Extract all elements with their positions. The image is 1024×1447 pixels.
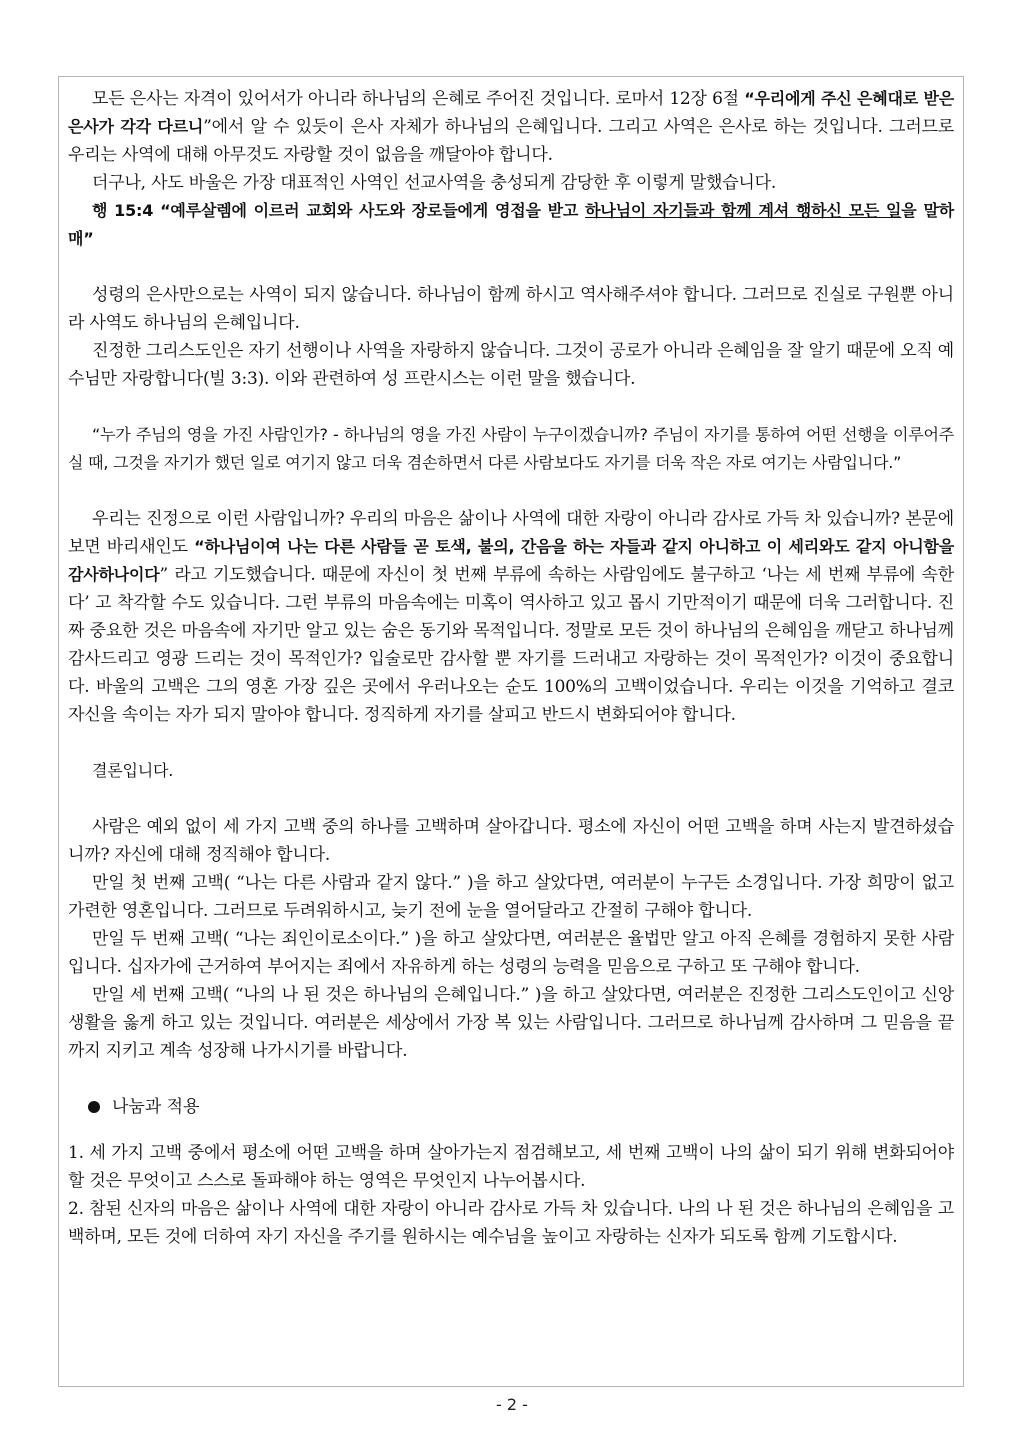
text-span: ”에서 알 수 있듯이 은사 자체가 하나님의 은혜입니다. 그리고 사역은 은사로 하는 것입니다. 그러므로 우리는 사역에 대해 아무것도 자랑할 것이 없음을 깨달아야 합니다. bbox=[68, 117, 954, 165]
paragraph-holy-spirit: 성령의 은사만으로는 사역이 되지 않습니다. 하나님이 함께 하시고 역사해주셔야 합니다. 그러므로 진실로 구원뿐 아니라 사역도 하나님의 은혜입니다. bbox=[68, 285, 954, 333]
verse-text: 을 말하매” bbox=[68, 201, 954, 248]
spacer bbox=[68, 253, 954, 281]
spacer bbox=[68, 1065, 954, 1093]
paragraph-true-christian: 진정한 그리스도인은 자기 선행이나 사역을 자랑하지 않습니다. 그것이 공로가 아니라 은혜임을 잘 알기 때문에 오직 예수님만 자랑합니다(빌 3:3). 이와 관련하여 성 프란시스는 이런 말을 했습니다. bbox=[68, 341, 954, 389]
verse-text: 행 15:4 “예루살렘에 이르러 교회와 사도와 장로들에게 영접을 받고 bbox=[92, 201, 586, 220]
content-frame bbox=[58, 76, 964, 1387]
spacer bbox=[68, 1121, 954, 1139]
paragraph-third-confession: 만일 세 번째 고백( “나의 나 된 것은 하나님의 은혜입니다.” )을 하고 살았다면, 여러분은 진정한 그리스도인이고 신앙생활을 옳게 하고 있는 것입니다. 여러분은 세상에서 가장 복 있는 사람입니다. 그러므로 하나님께 감사하며 그 믿음을 끝까지 지키고 계속 성장해 나가시기를 바랍니다. bbox=[68, 985, 954, 1061]
quote-francis: “누가 주님의 영을 가진 사람인가? - 하나님의 영을 가진 사람이 누구이겠습니까? 주님이 자기를 통하여 어떤 선행을 이루어주실 때, 그것을 자기가 했던 일로 여기지 않고 더욱 겸손하면서 다른 사람보다도 자기를 더욱 작은 자로 여기는 사람입니다.” bbox=[68, 425, 954, 472]
paragraph-gifts-grace bbox=[68, 85, 954, 169]
paragraph-paul: 더구나, 사도 바울은 가장 대표적인 사역인 선교사역을 충성되게 감당한 후 이렇게 말했습니다. bbox=[92, 173, 777, 193]
sharing-item-1: 1. 세 가지 고백 중에서 평소에 어떤 고백을 하며 살아가는지 점검해보고, 세 번째 고백이 나의 삶이 되기 위해 변화되어야 할 것은 무엇이고 스스로 돌파해야 하는 영역은 무엇인지 나누어봅시다. bbox=[68, 1143, 954, 1191]
text-span: ” 라고 기도했습니다. 때문에 자신이 첫 번째 부류에 속하는 사람임에도 불구하고 ‘나는 세 번째 부류에 속한다’ 고 착각할 수도 있습니다. 그런 부류의 마음속에는 미혹이 역사하고 있고 몹시 기만적이기 때문에 더욱 그러합니다. 진짜 중요한 것은 마음속에 자기만 알고 있는 숨은 동기와 목적입니다. 정말로 모든 것이 하나님의 은혜임을 깨닫고 하나님께 감사드리고 영광 드리는 것이 목적인가? 입술로만 감사할 뿐 자기를 드러내고 자랑하는 것이 목적인가? 이것이 중요합니다. 바울의 고백은 그의 영혼 가장 깊은 곳에서 우러나오는 순도 100%의 고백이었습니다. 우리는 이것을 기억하고 결코 자신을 속이는 자가 되지 말아야 합니다. 정직하게 자기를 살피고 반드시 변화되어야 합니다. bbox=[68, 565, 954, 725]
paragraph-second-confession: 만일 두 번째 고백( “나는 죄인이로소이다.” )을 하고 살았다면, 여러분은 율법만 알고 아직 은혜를 경험하지 못한 사람입니다. 십자가에 근거하여 부어지는 죄에서 자유하게 하는 성령의 능력을 믿음으로 구하고 또 구해야 합니다. bbox=[68, 929, 954, 977]
spacer bbox=[68, 393, 954, 421]
verse-acts bbox=[68, 197, 954, 253]
romans-quote: “우리에게 주신 은혜대로 받은 은사가 각각 다르니 bbox=[68, 89, 955, 136]
sharing-heading bbox=[68, 1093, 954, 1121]
bullet-icon bbox=[88, 1101, 100, 1113]
text-span: 우리는 진정으로 이런 사람입니까? 우리의 마음은 삶이나 사역에 대한 자랑이 아니라 감사로 가득 차 있습니까? 본문에 보면 바리새인도 bbox=[68, 509, 954, 557]
spacer bbox=[68, 785, 954, 813]
spacer bbox=[68, 729, 954, 757]
paragraph-three-confessions: 사람은 예외 없이 세 가지 고백 중의 하나를 고백하며 살아갑니다. 평소에 자신이 어떤 고백을 하며 사는지 발견하셨습니까? 자신에 대해 정직해야 합니다. bbox=[68, 817, 954, 865]
conclusion-heading: 결론입니다. bbox=[92, 761, 174, 780]
sharing-item-2: 2. 참된 신자의 마음은 삶이나 사역에 대한 자랑이 아니라 감사로 가득 차 있습니다. 나의 나 된 것은 하나님의 은혜임을 고백하며, 모든 것에 더하여 자기 자신을 주기를 원하시는 예수님을 높이고 자랑하는 신자가 되도록 함께 기도합시다. bbox=[68, 1199, 954, 1247]
paragraph-pharisee bbox=[68, 505, 954, 729]
spacer bbox=[68, 477, 954, 505]
sharing-heading-label: 나눔과 적용 bbox=[112, 1097, 200, 1117]
text-span: 모든 은사는 자격이 있어서가 아니라 하나님의 은혜로 주어진 것입니다. 로마서 12장 6절 bbox=[92, 89, 745, 109]
verse-underlined: 하나님이 자기들과 함께 계셔 행하신 모든 일 bbox=[585, 201, 902, 220]
page-number: - 2 - bbox=[496, 1395, 528, 1414]
pharisee-quote: “하나님이여 나는 다른 사람들 곧 토색, 불의, 간음을 하는 자들과 같지 아니하고 이 세리와도 같지 아니함을 감사하나이다 bbox=[68, 537, 954, 584]
paragraph-first-confession: 만일 첫 번째 고백( “나는 다른 사람과 같지 않다.” )을 하고 살았다면, 여러분이 누구든 소경입니다. 가장 희망이 없고 가련한 영혼입니다. 그러므로 두려워하시고, 늦기 전에 눈을 열어달라고 간절히 구해야 합니다. bbox=[68, 873, 954, 921]
